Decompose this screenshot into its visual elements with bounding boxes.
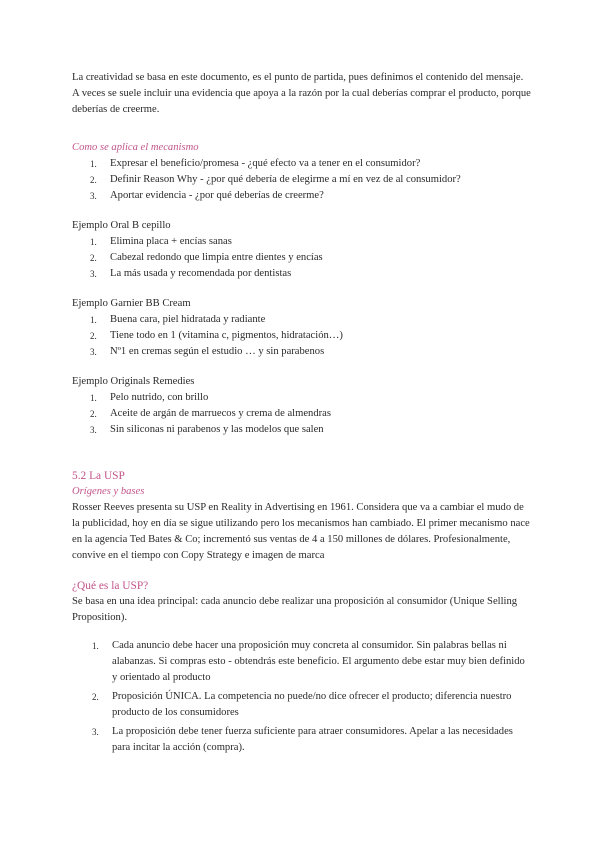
list-item: 1. Elimina placa + encías sanas [90, 236, 232, 247]
list-item: 2. Aceite de argán de marruecos y crema de almendras [90, 408, 331, 419]
mechanism-heading: Como se aplica el mecanismo [72, 142, 199, 153]
usp-origins-paragraph: Rosser Reeves presenta su USP en Reality in Advertising en 1961. Considera que va a cambiar el mudo de la publicidad, hoy en día se sigue utilizando pero los mecanismos han cambiado. El primer mecanismo nace en la agencia Ted Bates & Co; incrementó sus ventas de 4 a 150 millones de dólares. Profesionalmente, convive en el tiempo con Copy Strategy e imagen de marca [72, 502, 530, 561]
example-list-originals [90, 390, 540, 438]
intro-paragraph: La creatividad se basa en este documento, es el punto de partida, pues definimos el contenido del mensaje. A veces se suele incluir una evidencia que apoya a la razón por la cual deberías comprar el producto, porque deberías de creerme. [72, 72, 531, 115]
list-item: 3. Sin siliconas ni parabenos y las modelos que salen [90, 424, 324, 435]
list-item: 1. Pelo nutrido, con brillo [90, 392, 209, 403]
list-item: 1. Cada anuncio debe hacer una proposición muy concreta al consumidor. Sin palabras bellas ni alabanzas. Si compras esto - obtendrás este beneficio. El argumento debe estar muy bien definido y orientado al producto [92, 640, 525, 683]
example-title-originals: Ejemplo Originals Remedies [72, 376, 195, 387]
list-item: 1. Buena cara, piel hidratada y radiante [90, 314, 266, 325]
mechanism-list [90, 156, 540, 204]
list-item: 3. Aportar evidencia - ¿por qué deberías de creerme? [90, 190, 324, 201]
list-item: 2. Cabezal redondo que limpia entre dientes y encías [90, 252, 323, 263]
usp-what-paragraph: Se basa en una idea principal: cada anuncio debe realizar una proposición al consumidor (Unique Selling Proposition). [72, 596, 518, 623]
example-list-garnier [90, 312, 540, 360]
list-item: 2. Tiene todo en 1 (vitamina c, pigmentos, hidratación…) [90, 330, 343, 341]
usp-section-heading: 5.2 La USP [72, 470, 125, 482]
usp-list [92, 638, 532, 756]
example-title-oralb: Ejemplo Oral B cepillo [72, 220, 171, 231]
usp-what-heading: ¿Qué es la USP? [72, 580, 149, 592]
example-list-oralb [90, 234, 540, 282]
usp-origins-heading: Orígenes y bases [72, 486, 145, 497]
list-item: 3. Nº1 en cremas según el estudio … y sin parabenos [90, 346, 325, 357]
list-item: 3. La proposición debe tener fuerza suficiente para atraer consumidores. Apelar a las necesidades para incitar la acción (compra). [92, 726, 513, 753]
list-item: 1. Expresar el beneficio/promesa - ¿qué efecto va a tener en el consumidor? [90, 158, 421, 169]
list-item: 2. Definir Reason Why - ¿por qué debería de elegirme a mí en vez de al consumidor? [90, 174, 461, 185]
list-item: 2. Proposición ÚNICA. La competencia no puede/no dice ofrecer el producto; diferencia nuestro producto de los consumidores [92, 691, 512, 718]
list-item: 3. La más usada y recomendada por dentistas [90, 268, 292, 279]
example-title-garnier: Ejemplo Garnier BB Cream [72, 298, 191, 309]
